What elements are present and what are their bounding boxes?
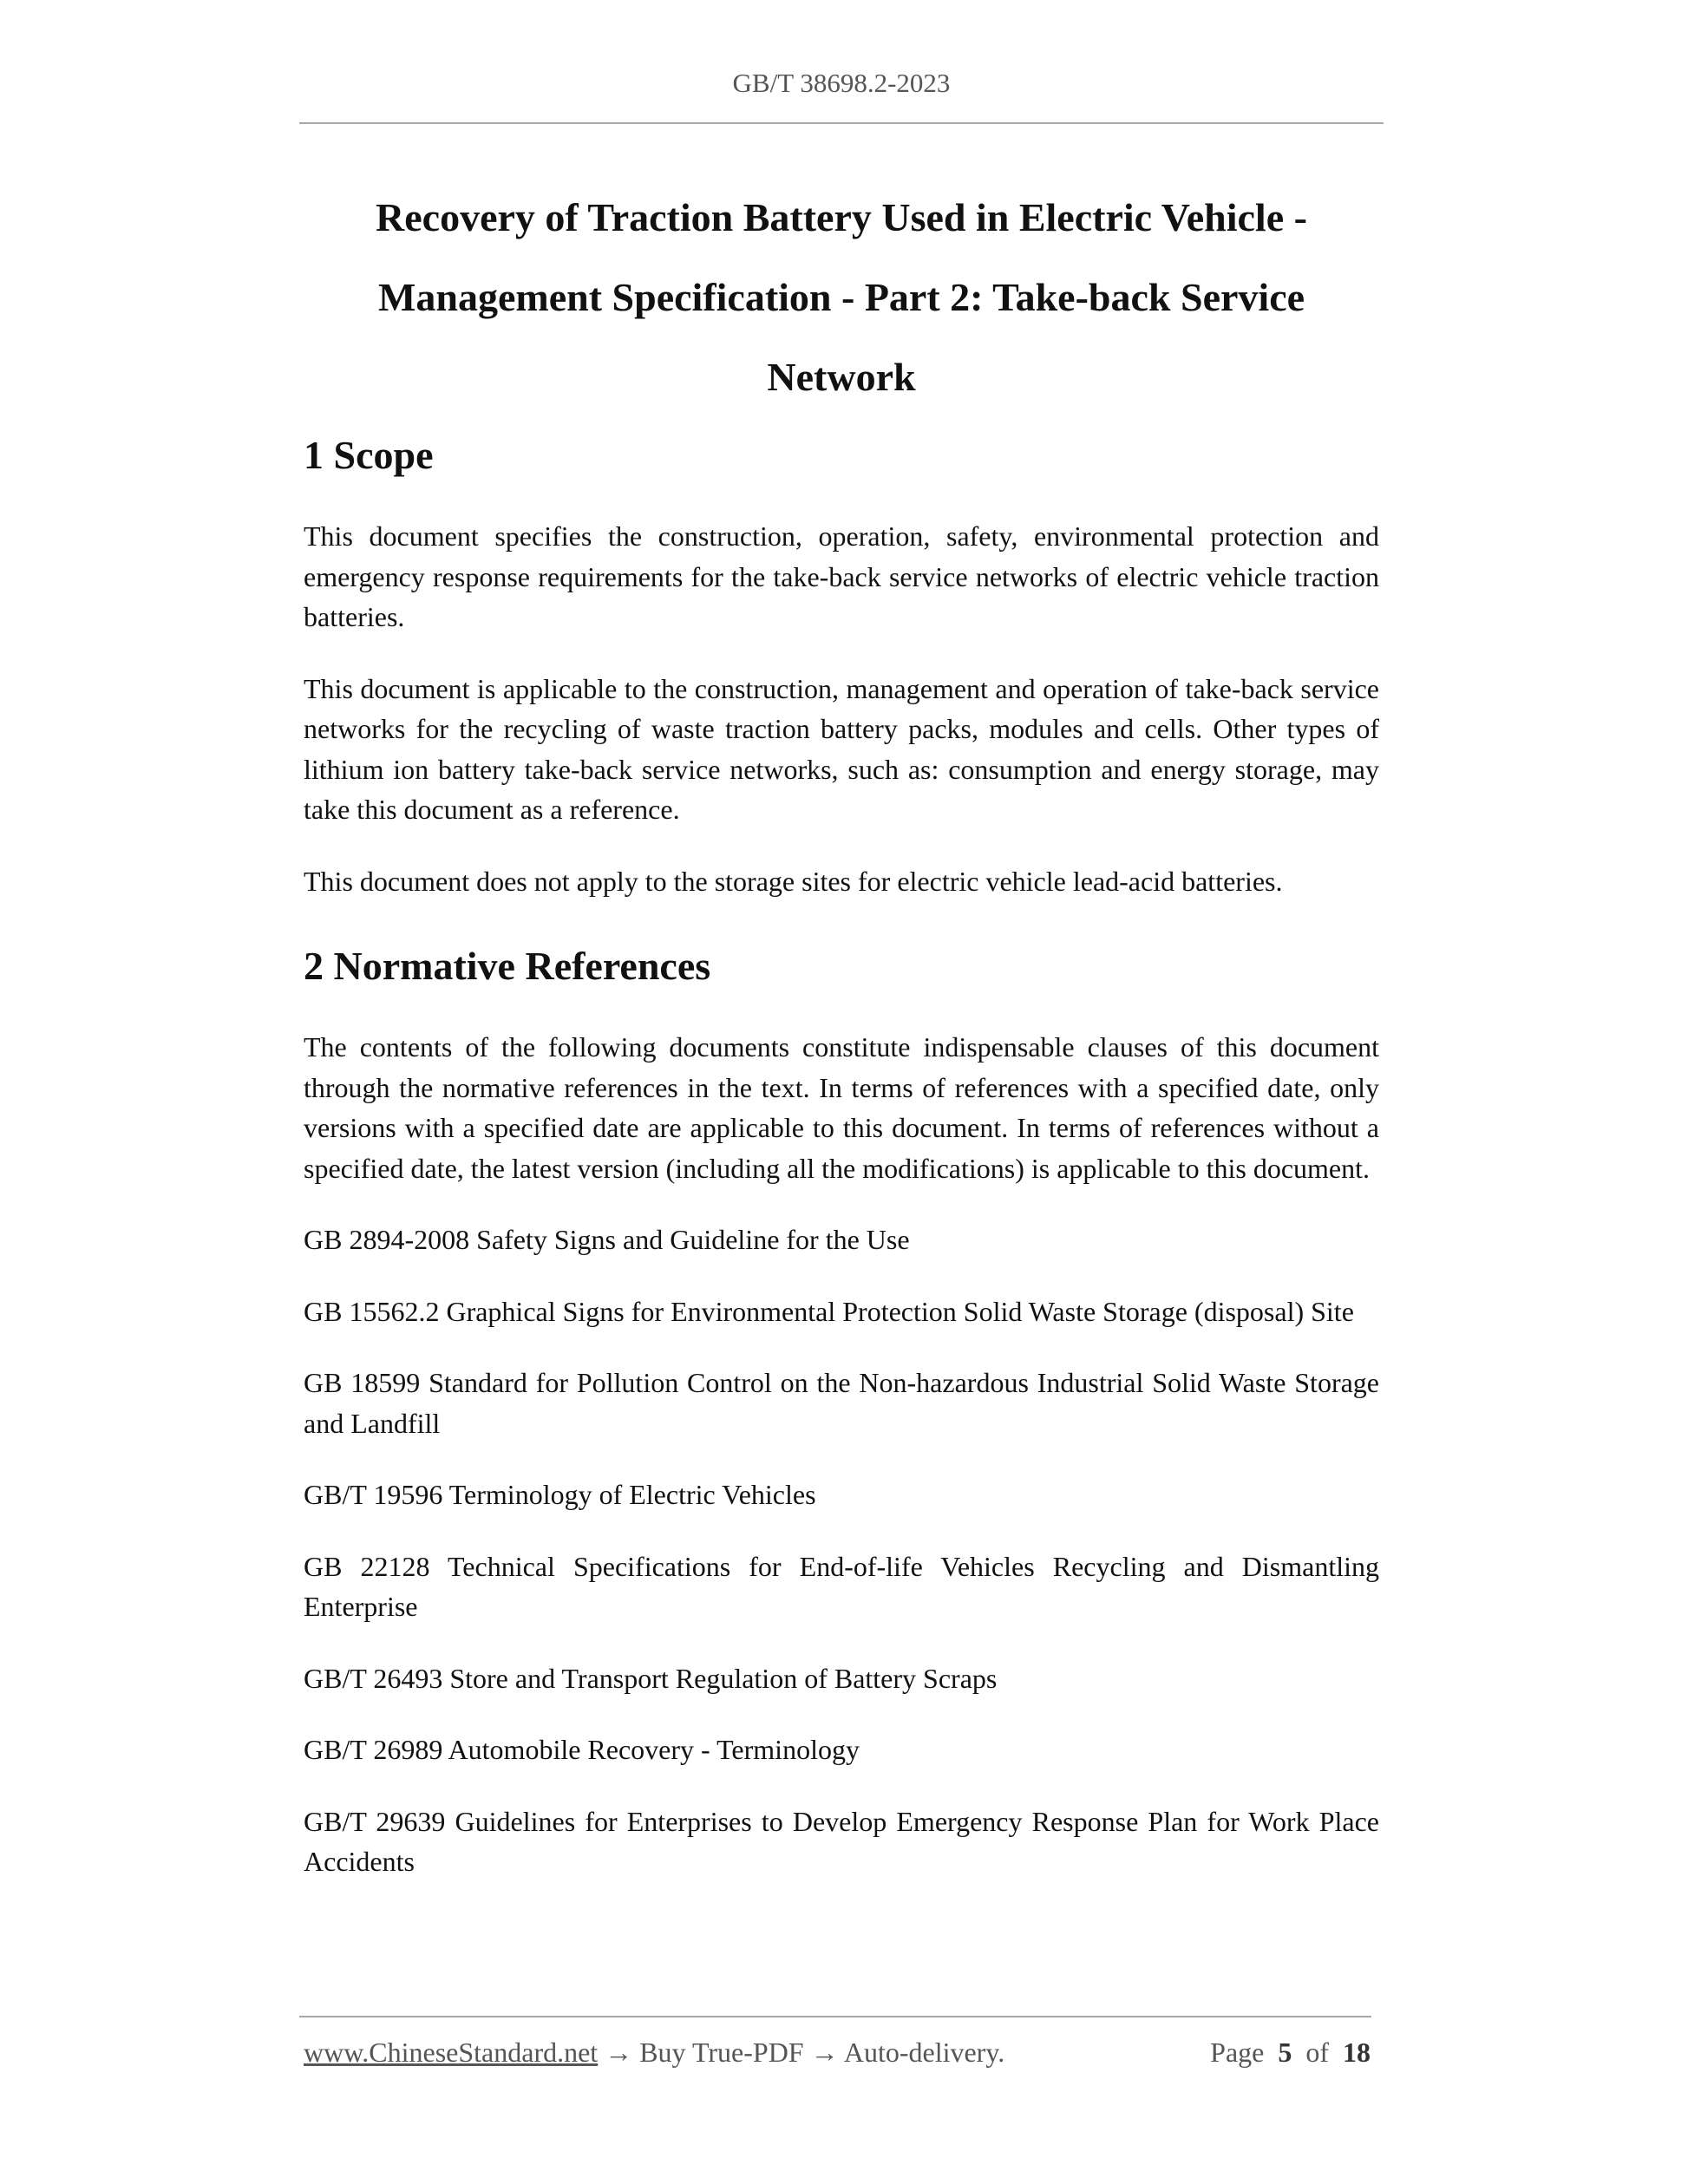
page-number: 5: [1278, 2037, 1292, 2068]
page-indicator: [1210, 2037, 1371, 2069]
reference-item: GB/T 29639 Guidelines for Enterprises to Develop Emergency Response Plan for Work Place Accidents: [304, 1805, 1379, 1877]
title-line: Management Specification - Part 2: Take-back Service: [377, 275, 1305, 319]
reference-item: GB 22128 Technical Specifications for End-of-life Vehicles Recycling and Dismantling Enterprise: [304, 1550, 1379, 1622]
section-heading-scope: 1 Scope: [304, 433, 434, 477]
page-label: Page: [1210, 2037, 1265, 2068]
footer-left: [304, 2037, 1004, 2069]
header-divider: [299, 122, 1384, 124]
footer-divider: [299, 2016, 1371, 2017]
reference-item: GB 18599 Standard for Pollution Control on the Non-hazardous Industrial Solid Waste Storage and Landfill: [304, 1367, 1379, 1439]
scope-paragraph: This document does not apply to the storage sites for electric vehicle lead-acid batteries.: [304, 865, 1283, 897]
footer-promo: → Buy True-PDF → Auto-delivery.: [598, 2037, 1005, 2068]
of-label: of: [1305, 2037, 1329, 2068]
references-intro: The contents of the following documents constitute indispensable clauses of this document through the normative references in the text. In terms of references with a specified date, only versions with a specified date are applicable to this document. In terms of references without a specified date, the latest version (including all the modifications) is applicable to this document.: [304, 1031, 1379, 1184]
section-heading-normative-references: 2 Normative References: [304, 944, 711, 988]
scope-paragraph: This document is applicable to the construction, management and operation of take-back service networks for the recycling of waste traction battery packs, modules and cells. Other types of lithium ion battery take-back service networks, such as: consumption and energy storage, may take this document as a reference.: [304, 672, 1379, 825]
page-content: [304, 178, 1379, 1913]
document-title: [304, 178, 1379, 417]
page-footer: [304, 2037, 1371, 2069]
reference-item: GB 15562.2 Graphical Signs for Environmental Protection Solid Waste Storage (disposal) Site: [304, 1295, 1354, 1327]
title-line: Network: [767, 355, 916, 399]
total-pages: 18: [1343, 2037, 1371, 2068]
title-line: Recovery of Traction Battery Used in Electric Vehicle -: [376, 195, 1307, 239]
reference-item: GB 2894-2008 Safety Signs and Guideline for the Use: [304, 1224, 910, 1255]
reference-item: GB/T 26989 Automobile Recovery - Terminology: [304, 1734, 860, 1765]
running-header: GB/T 38698.2-2023: [732, 68, 951, 98]
reference-item: GB/T 19596 Terminology of Electric Vehicles: [304, 1479, 816, 1510]
scope-paragraph: This document specifies the construction, operation, safety, environmental protection and emergency response requirements for the take-back service networks of electric vehicle traction batteries.: [304, 520, 1379, 632]
reference-item: GB/T 26493 Store and Transport Regulation of Battery Scraps: [304, 1662, 998, 1694]
site-link[interactable]: www.ChineseStandard.net: [304, 2037, 599, 2068]
